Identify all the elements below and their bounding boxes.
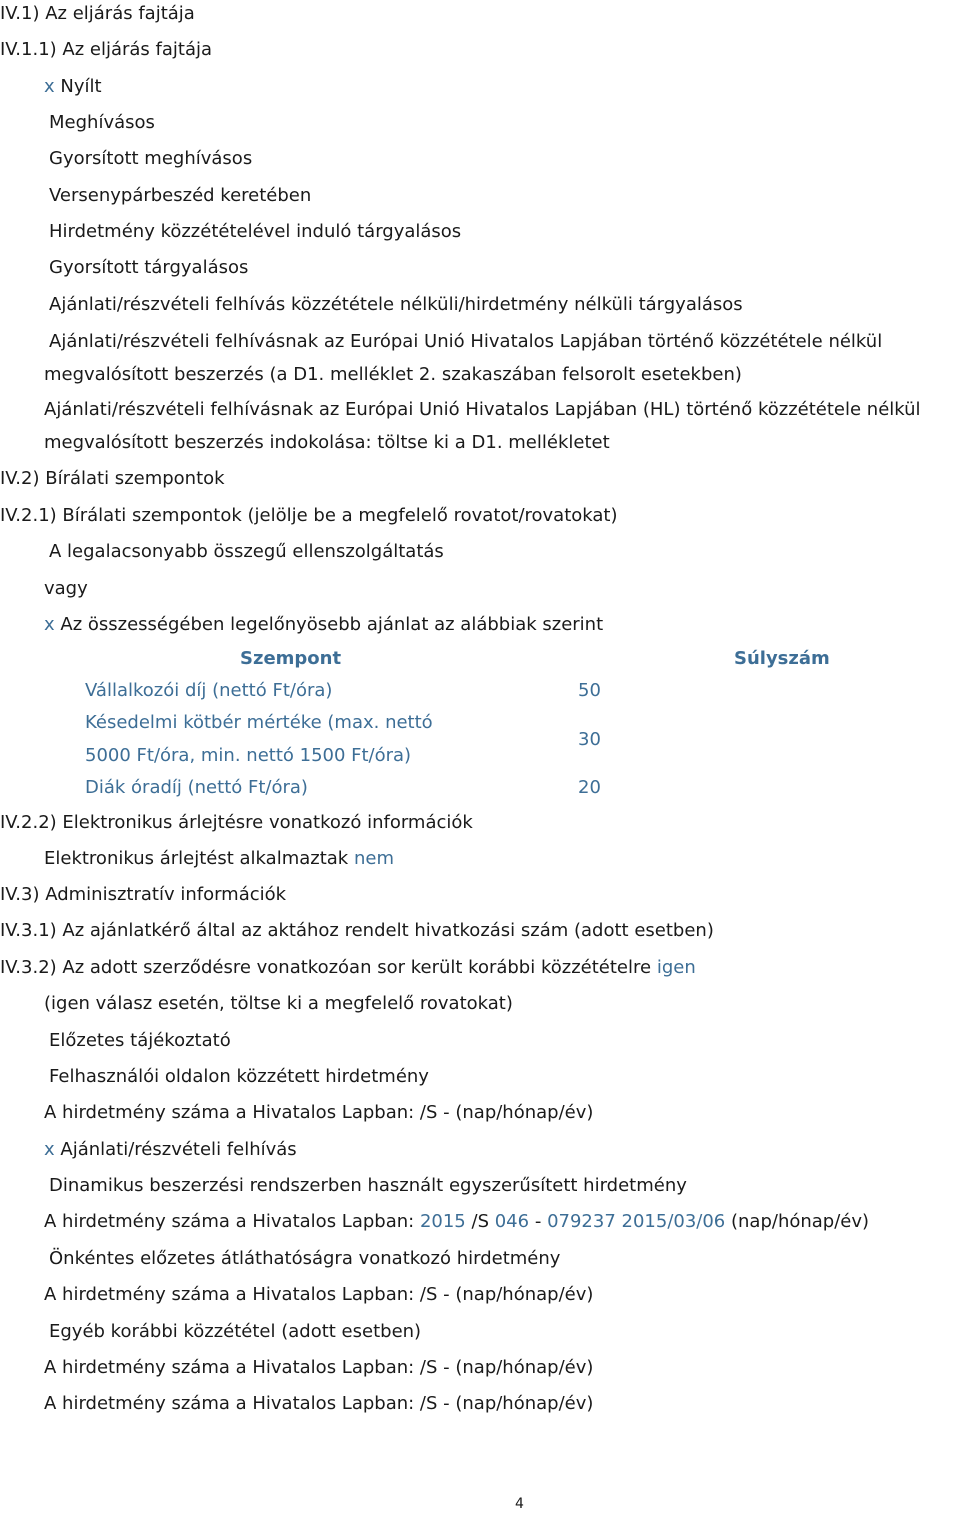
option-dinamikus: Dinamikus beszerzési rendszerben használt egyszerűsített hirdetmény <box>49 1175 687 1196</box>
option-eu-line2: megvalósított beszerzés (a D1. melléklet 2. szakaszában felsorolt esetekben) <box>44 364 742 385</box>
auction-label: Elektronikus árlejtést alkalmaztak <box>44 848 349 869</box>
section-iv31-heading: IV.3.1) Az ajánlatkérő által az aktához rendelt hivatkozási szám (adott esetben) <box>0 920 714 941</box>
section-iv1-heading: IV.1) Az eljárás fajtája <box>0 3 195 24</box>
option-felhasznaloi: Felhasználói oldalon közzétett hirdetmény <box>49 1066 429 1087</box>
section-iv21-heading: IV.2.1) Bírálati szempontok (jelölje be a megfelelő rovatot/rovatokat) <box>0 505 618 526</box>
option-meghivasos: Meghívásos <box>49 112 155 133</box>
option-hirdetmeny-targyalasos: Hirdetmény közzétételével induló tárgyalásos <box>49 221 462 242</box>
notice-number-empty: A hirdetmény száma a Hivatalos Lapban: /S - (nap/hónap/év) <box>44 1357 594 1378</box>
notice-number-filled <box>44 1211 869 1233</box>
option-gyorsitott-targyalasos: Gyorsított tárgyalásos <box>49 257 249 278</box>
checked-mark: x <box>44 1139 55 1160</box>
option-osszessegeben <box>44 614 603 636</box>
option-ajanlati-felhivas <box>44 1139 297 1161</box>
notice-dash: - <box>534 1211 542 1232</box>
iv32-value: igen <box>656 957 696 978</box>
notice-number-empty: A hirdetmény száma a Hivatalos Lapban: /S - (nap/hónap/év) <box>44 1393 594 1414</box>
option-elozetes: Előzetes tájékoztató <box>49 1030 231 1051</box>
criteria-row-criterion: Vállalkozói díj (nettó Ft/óra) <box>85 680 333 701</box>
igen-valasz-note: (igen válasz esetén, töltse ki a megfelelő rovatokat) <box>44 993 513 1014</box>
notice-date-format: (nap/hónap/év) <box>731 1211 870 1232</box>
criteria-row-criterion-line2: 5000 Ft/óra, min. nettó 1500 Ft/óra) <box>85 745 412 766</box>
option-nyilt <box>44 76 102 98</box>
option-legalacsonyabb: A legalacsonyabb összegű ellenszolgáltatás <box>49 541 444 562</box>
notice-number-empty: A hirdetmény száma a Hivatalos Lapban: /S - (nap/hónap/év) <box>44 1284 594 1305</box>
section-iv11-heading: IV.1.1) Az eljárás fajtája <box>0 39 213 60</box>
notice-num2: 079237 <box>547 1211 616 1232</box>
checked-mark: x <box>44 614 55 635</box>
option-label: Az összességében legelőnyösebb ajánlat az alábbiak szerint <box>60 614 604 635</box>
criteria-row-criterion: Diák óradíj (nettó Ft/óra) <box>85 777 308 798</box>
option-egyeb: Egyéb korábbi közzététel (adott esetben) <box>49 1321 422 1342</box>
criteria-row-criterion-line1: Késedelmi kötbér mértéke (max. nettó <box>85 712 433 733</box>
option-onkentes: Önkéntes előzetes átláthatóságra vonatkozó hirdetmény <box>49 1248 561 1269</box>
justification-line1: Ajánlati/részvételi felhívásnak az Európai Unió Hivatalos Lapjában (HL) történő közzététele nélkül <box>44 399 921 420</box>
notice-date: 2015/03/06 <box>621 1211 726 1232</box>
criteria-row-weight: 30 <box>578 729 601 750</box>
vagy-text: vagy <box>44 578 88 599</box>
notice-num1: 046 <box>494 1211 530 1232</box>
criteria-header-weight: Súlyszám <box>734 648 830 669</box>
auction-info <box>44 848 394 870</box>
option-gyorsitott-meghivasos: Gyorsított meghívásos <box>49 148 253 169</box>
justification-line2: megvalósított beszerzés indokolása: töltse ki a D1. mellékletet <box>44 432 610 453</box>
option-hirdetmeny-nelkuli: Ajánlati/részvételi felhívás közzététele nélküli/hirdetmény nélküli tárgyalásos <box>49 294 743 315</box>
iv32-label: IV.3.2) Az adott szerződésre vonatkozóan sor került korábbi közzétételre <box>0 957 652 978</box>
page-number: 4 <box>515 1496 524 1512</box>
option-label: Ajánlati/részvételi felhívás <box>60 1139 297 1160</box>
section-iv3-heading: IV.3) Adminisztratív információk <box>0 884 287 905</box>
criteria-row-weight: 20 <box>578 777 601 798</box>
section-iv22-heading: IV.2.2) Elektronikus árlejtésre vonatkozó információk <box>0 812 473 833</box>
option-label: Nyílt <box>60 76 102 97</box>
criteria-header-criterion: Szempont <box>240 648 342 669</box>
notice-s: /S <box>471 1211 489 1232</box>
notice-year: 2015 <box>419 1211 466 1232</box>
checked-mark: x <box>44 76 55 97</box>
section-iv2-heading: IV.2) Bírálati szempontok <box>0 468 225 489</box>
notice-number-prefix: A hirdetmény száma a Hivatalos Lapban: <box>44 1211 415 1232</box>
option-eu-line1: Ajánlati/részvételi felhívásnak az Európai Unió Hivatalos Lapjában történő közzététele nélkül <box>49 331 883 352</box>
section-iv32-heading <box>0 957 696 979</box>
option-versenyparbeszed: Versenypárbeszéd keretében <box>49 185 312 206</box>
auction-value: nem <box>353 848 394 869</box>
criteria-row-weight: 50 <box>578 680 601 701</box>
notice-number-empty: A hirdetmény száma a Hivatalos Lapban: /S - (nap/hónap/év) <box>44 1102 594 1123</box>
